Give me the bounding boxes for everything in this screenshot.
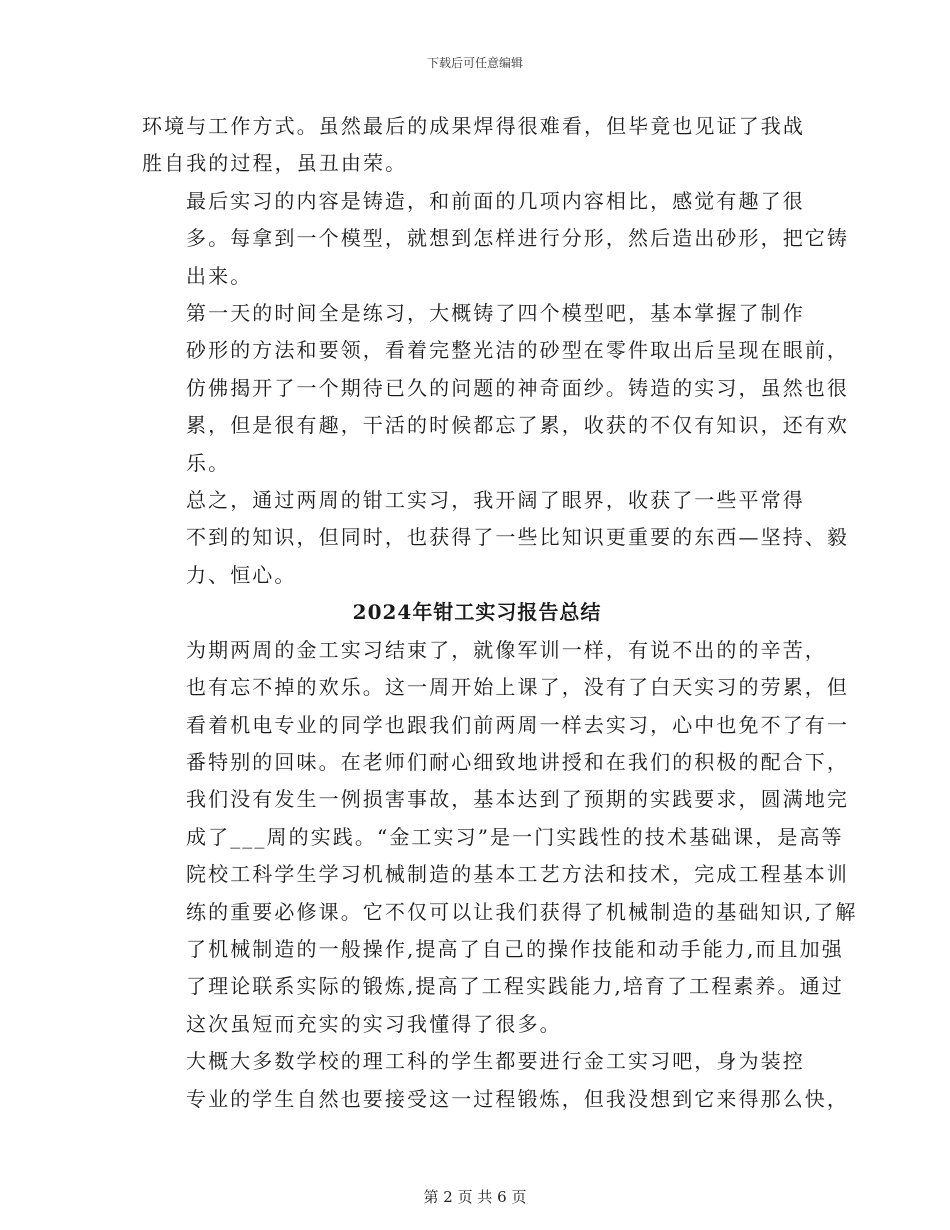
text-line: 累，但是很有趣，干活的时候都忘了累，收获的不仅有知识，还有欢 <box>186 413 849 438</box>
text-line: 出来。 <box>186 263 253 288</box>
section-title: 2024年钳工实习报告总结 <box>352 600 602 625</box>
text-line: 番特别的回味。在老师们耐心细致地讲授和在我们的积极的配合下， <box>186 749 849 774</box>
paragraph <box>142 295 849 482</box>
text-line: 了机械制造的一般操作,提高了自己的操作技能和动手能力,而且加强 <box>186 936 844 961</box>
text-line: 练的重要必修课。它不仅可以让我们获得了机械制造的基础知识,了解 <box>186 899 858 924</box>
text-line: 力、恒心。 <box>186 562 297 587</box>
text-line: 环境与工作方式。虽然最后的成果焊得很难看，但毕竟也见证了我战 <box>142 114 805 138</box>
text-line: 大概大多数学校的理工科的学生都要进行金工实习吧，身为装控 <box>186 1049 805 1074</box>
text-line: 专业的学生自然也要接受这一过程锻炼，但我没想到它来得那么快， <box>186 1086 849 1111</box>
text-line: 我们没有发生一例损害事故，基本达到了预期的实践要求，圆满地完 <box>186 787 849 812</box>
text-line: 院校工科学生学习机械制造的基本工艺方法和技术，完成工程基本训 <box>186 862 849 887</box>
text-line: 也有忘不掉的欢乐。这一周开始上课了，没有了白天实习的劳累，但 <box>186 675 849 700</box>
paragraph <box>142 1043 849 1118</box>
text-line: 为期两周的金工实习结束了，就像军训一样，有说不出的的辛苦， <box>186 637 827 662</box>
text-line: 总之，通过两周的钳工实习，我开阔了眼界，收获了一些平常得 <box>186 488 805 513</box>
text-line: 看着机电专业的同学也跟我们前两周一样去实习，心中也免不了有一 <box>186 712 849 737</box>
text-line: 胜自我的过程，虽丑由荣。 <box>142 151 408 176</box>
page-header: 下载后可任意编辑 <box>426 56 523 70</box>
text-line: 仿佛揭开了一个期待已久的问题的神奇面纱。铸造的实习，虽然也很 <box>186 375 849 400</box>
text-line: 成了___周的实践。“金工实习”是一门实践性的技术基础课，是高等 <box>186 824 844 849</box>
text-line: 这次虽短而充实的实习我懂得了很多。 <box>186 1011 562 1036</box>
document-body <box>142 108 858 1118</box>
paragraph <box>142 108 812 183</box>
paragraph <box>142 632 858 1043</box>
text-line: 多。每拿到一个模型，就想到怎样进行分形，然后造出砂形，把它铸 <box>186 226 849 251</box>
text-line: 了理论联系实际的锻炼,提高了工程实践能力,培育了工程素养。通过 <box>186 974 844 999</box>
paragraph <box>142 482 849 594</box>
text-line: 第一天的时间全是练习，大概铸了四个模型吧，基本掌握了制作 <box>186 301 805 326</box>
text-line: 砂形的方法和要领，看着完整光洁的砂型在零件取出后呈现在眼前， <box>186 338 849 363</box>
page-footer: 第 2 页 共 6 页 <box>423 1188 527 1206</box>
paragraph <box>142 183 849 295</box>
text-line: 乐。 <box>186 450 231 475</box>
text-line: 不到的知识，但同时，也获得了一些比知识更重要的东西—坚持、毅 <box>186 525 849 550</box>
text-line: 最后实习的内容是铸造，和前面的几项内容相比，感觉有趣了很 <box>186 188 805 213</box>
